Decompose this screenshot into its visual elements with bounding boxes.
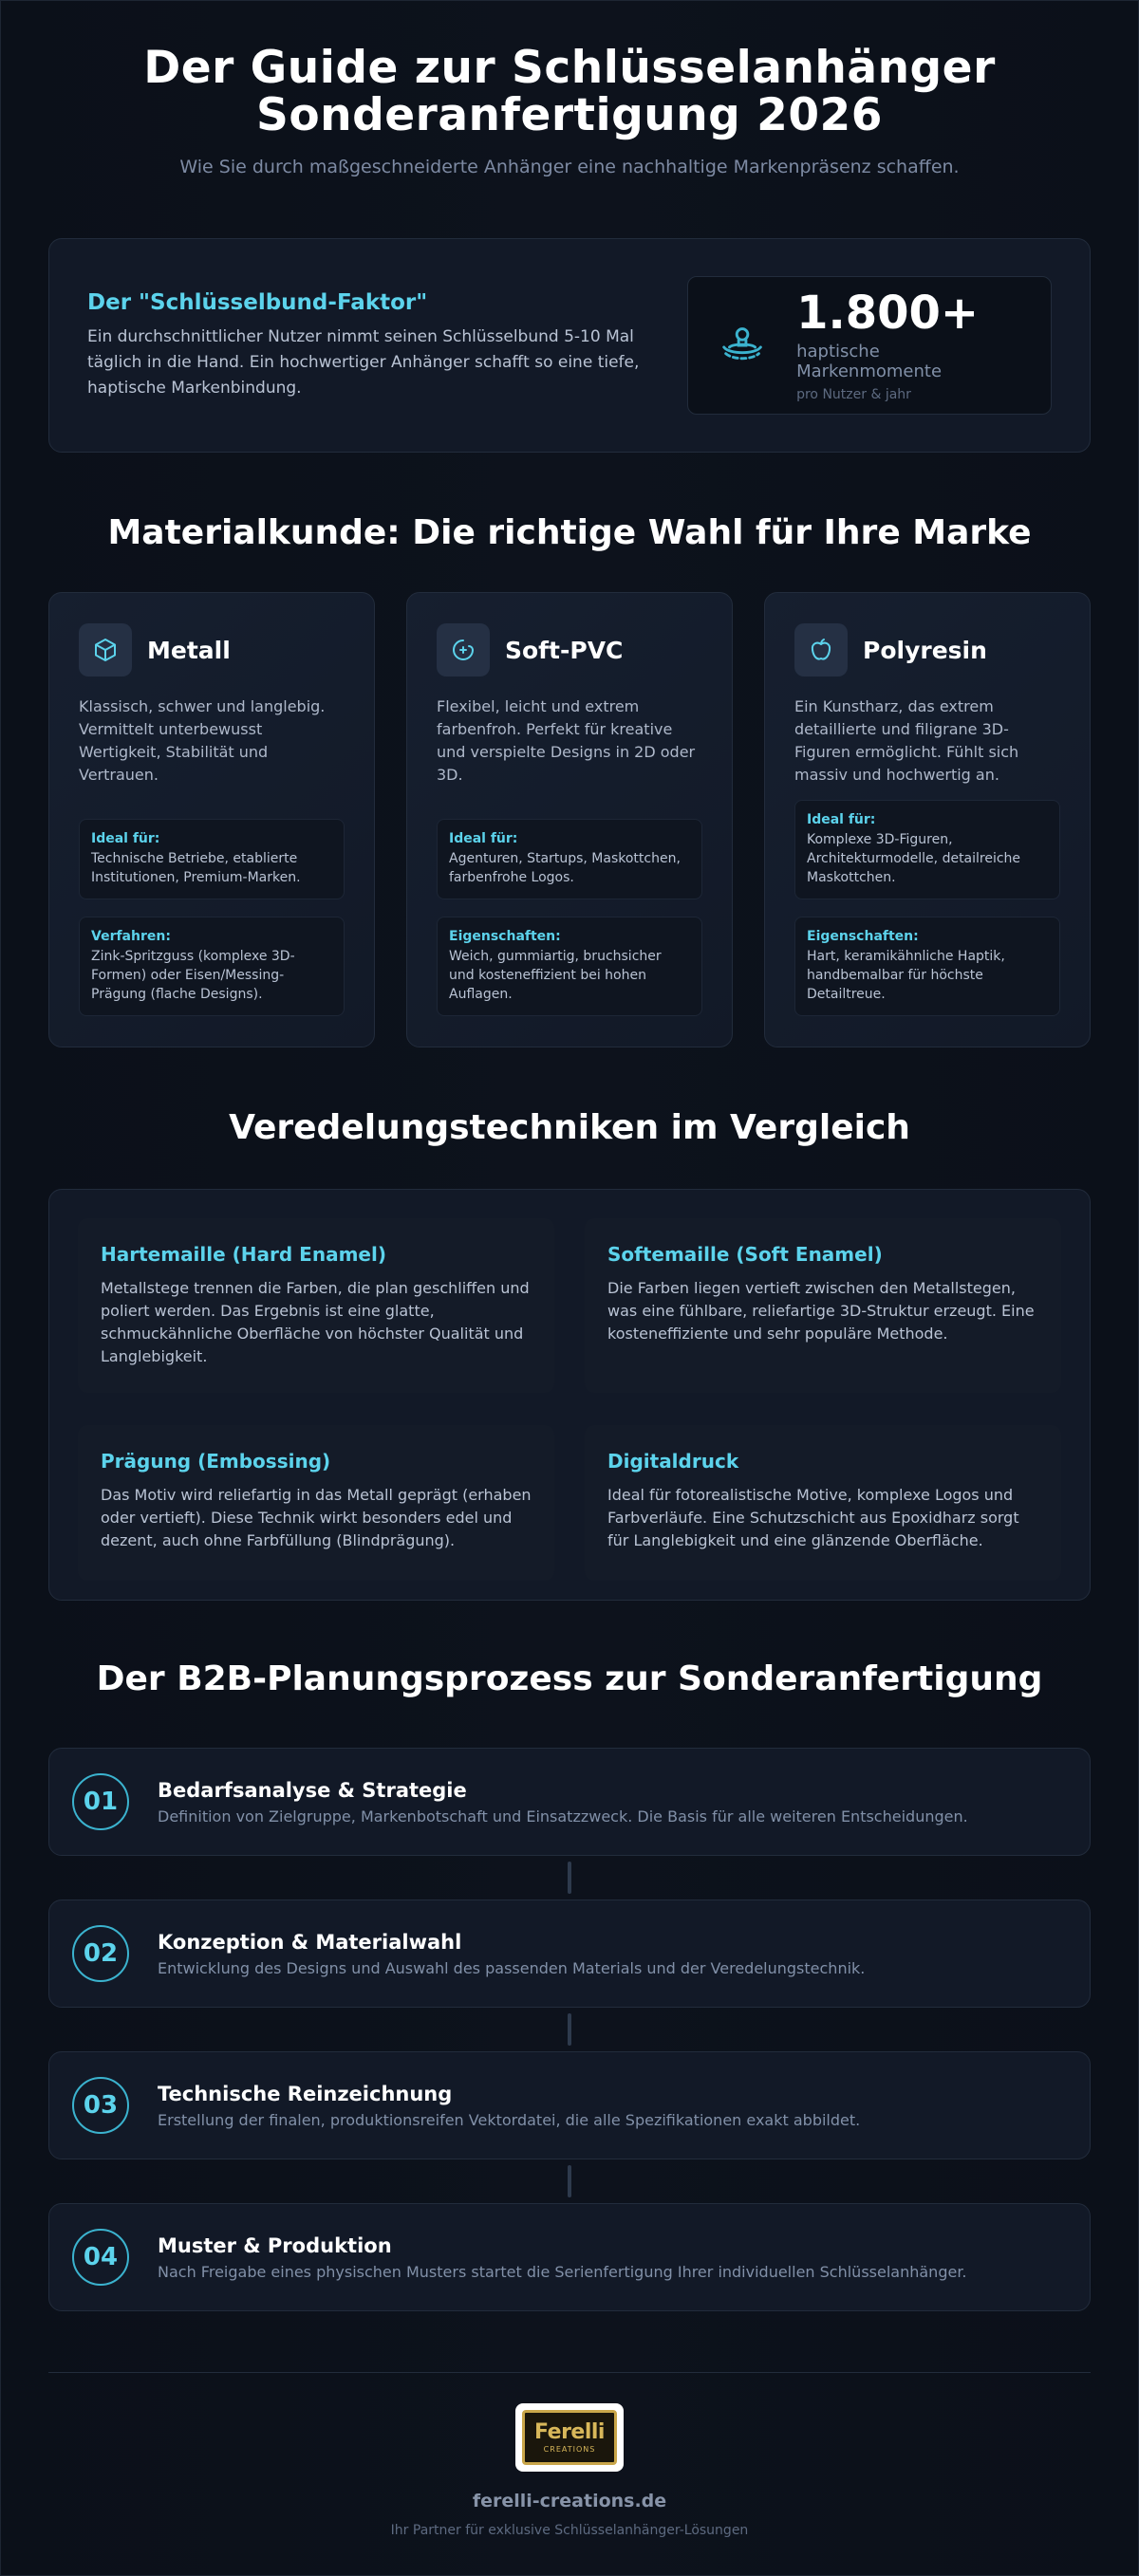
- material-description: Flexibel, leicht und extrem farbenfroh. Perfekt für kreative und verspielte Designs in 2D oder 3D.: [437, 697, 696, 784]
- page-subtitle: Wie Sie durch maßgeschneiderte Anhänger eine nachhaltige Markenpräsenz schaffen.: [179, 157, 960, 177]
- technique-digital-print: [585, 1425, 1061, 1581]
- material-info: [794, 800, 1060, 1016]
- info-label: Ideal für:: [807, 812, 876, 827]
- logo-badge: [522, 2410, 617, 2465]
- info-label: Ideal für:: [449, 831, 518, 846]
- step-number: 03: [72, 2077, 129, 2134]
- technique-name: Digitaldruck: [607, 1450, 739, 1473]
- step-connector: [568, 2013, 571, 2046]
- technique-description: Metallstege trennen die Farben, die plan geschliffen und poliert werden. Das Ergebnis ist eine glatte, schmuckähnliche Oberfläche von höchster Qualität und Langlebigkeit.: [101, 1279, 530, 1365]
- step-content: [158, 1931, 865, 1977]
- factor-title: Der "Schlüsselbund-Faktor": [87, 289, 428, 315]
- keychain-factor-card: [48, 238, 1091, 453]
- material-header: [79, 623, 345, 676]
- factor-text-block: [87, 290, 666, 401]
- technique-description: Die Farben liegen vertieft zwischen den Metallstegen, was eine fühlbare, reliefartige 3D-Struktur erzeugt. Eine kosteneffiziente und sehr populäre Methode.: [607, 1279, 1035, 1343]
- material-header: [437, 623, 702, 676]
- stat-box: [687, 276, 1052, 415]
- step-content: [158, 2083, 860, 2129]
- materials-grid: [48, 592, 1091, 1047]
- step-title: Muster & Produktion: [158, 2233, 392, 2257]
- page-title-line2: Sonderanfertigung 2026: [256, 89, 883, 141]
- process-step: [48, 2051, 1091, 2159]
- step-description: Entwicklung des Designs und Auswahl des passenden Materials und der Veredelungstechnik.: [158, 1958, 866, 1977]
- techniques-card: [48, 1189, 1091, 1601]
- step-title: Technische Reinzeichnung: [158, 2082, 453, 2105]
- footer: [48, 2372, 1091, 2538]
- technique-name: Hartemaille (Hard Enamel): [101, 1243, 386, 1266]
- palette-icon: [437, 623, 490, 676]
- step-number: 01: [72, 1773, 129, 1830]
- brand-logo: [515, 2403, 624, 2472]
- materials-section-title: Materialkunde: Die richtige Wahl für Ihre Marke: [107, 513, 1032, 552]
- footer-domain: ferelli-creations.de: [472, 2491, 667, 2511]
- step-content: [158, 2234, 967, 2281]
- info-box: [437, 917, 702, 1016]
- technique-hard-enamel: [78, 1218, 554, 1393]
- step-title: Konzeption & Materialwahl: [158, 1930, 462, 1954]
- step-number: 02: [72, 1925, 129, 1982]
- info-box: [79, 819, 345, 899]
- info-text: Technische Betriebe, etablierte Institutionen, Premium-Marken.: [91, 851, 301, 885]
- process-section-title: Der B2B-Planungsprozess zur Sonderanfertigung: [96, 1659, 1043, 1698]
- material-description: Ein Kunstharz, das extrem detaillierte und filigrane 3D-Figuren ermöglicht. Fühlt sich massiv und hochwertig an.: [794, 697, 1019, 784]
- footer-tagline: Ihr Partner für exklusive Schlüsselanhänger-Lösungen: [390, 2523, 749, 2538]
- material-header: [794, 623, 1060, 676]
- technique-description: Das Motiv wird reliefartig in das Metall geprägt (erhaben oder vertieft). Diese Technik wirkt besonders edel und dezent, auch ohne Farbfüllung (Blindprägung).: [101, 1486, 532, 1549]
- logo-subline: CREATIONS: [543, 2444, 596, 2454]
- step-connector: [568, 2165, 571, 2197]
- info-text: Hart, keramikähnliche Haptik, handbemalbar für höchste Detailtreue.: [807, 949, 1005, 1002]
- info-text: Zink-Spritzguss (komplexe 3D-Formen) oder Eisen/Messing-Prägung (flache Designs).: [91, 949, 295, 1002]
- technique-description: Ideal für fotorealistische Motive, komplexe Logos und Farbverläufe. Eine Schutzschicht aus Epoxidharz sorgt für Langlebigkeit und eine glänzende Oberfläche.: [607, 1486, 1019, 1549]
- step-connector: [568, 1862, 571, 1894]
- stat-value: 1.800+: [796, 287, 980, 340]
- step-description: Nach Freigabe eines physischen Musters startet die Serienfertigung Ihrer individuellen Schlüsselanhänger.: [158, 2262, 967, 2281]
- apple-icon: [794, 623, 848, 676]
- hand-holding-icon: [717, 319, 768, 372]
- step-content: [158, 1779, 968, 1825]
- material-info: [437, 819, 702, 1016]
- material-name: Polyresin: [863, 636, 987, 664]
- technique-soft-enamel: [585, 1218, 1061, 1393]
- material-card-soft-pvc: [406, 592, 733, 1047]
- stat-label: haptische Markenmomente: [796, 342, 943, 381]
- stat-note: pro Nutzer & jahr: [796, 387, 911, 402]
- material-card-polyresin: [764, 592, 1091, 1047]
- info-text: Weich, gummiartig, bruchsicher und kosteneffizient bei hohen Auflagen.: [449, 949, 662, 1002]
- process-steps: [48, 1748, 1091, 2311]
- material-name: Metall: [147, 636, 231, 664]
- stat-text: [796, 288, 1022, 402]
- techniques-section-title: Veredelungstechniken im Vergleich: [229, 1108, 910, 1147]
- info-box: [794, 917, 1060, 1016]
- step-number: 04: [72, 2229, 129, 2286]
- process-step: [48, 2203, 1091, 2311]
- logo-wordmark: Ferelli: [534, 2419, 605, 2444]
- material-info: [79, 819, 345, 1016]
- material-name: Soft-PVC: [505, 636, 624, 664]
- step-description: Definition von Zielgruppe, Markenbotschaft und Einsatzzweck. Die Basis für alle weiteren Entscheidungen.: [158, 1807, 968, 1825]
- step-description: Erstellung der finalen, produktionsreifen Vektordatei, die alle Spezifikationen exakt abbildet.: [158, 2110, 861, 2129]
- info-label: Eigenschaften:: [449, 929, 561, 944]
- process-step: [48, 1748, 1091, 1856]
- technique-embossing: [78, 1425, 554, 1581]
- factor-description: Ein durchschnittlicher Nutzer nimmt seinen Schlüsselbund 5-10 Mal täglich in die Hand. Ein hochwertiger Anhänger schafft so eine tiefe, haptische Markenbindung.: [87, 326, 640, 398]
- info-text: Komplexe 3D-Figuren, Architekturmodelle, detailreiche Maskottchen.: [807, 832, 1021, 885]
- step-title: Bedarfsanalyse & Strategie: [158, 1778, 467, 1802]
- material-card-metall: [48, 592, 375, 1047]
- info-box: [437, 819, 702, 899]
- technique-name: Prägung (Embossing): [101, 1450, 331, 1473]
- info-box: [794, 800, 1060, 899]
- info-box: [79, 917, 345, 1016]
- page-title: [48, 1, 1091, 139]
- info-label: Verfahren:: [91, 929, 171, 944]
- info-label: Eigenschaften:: [807, 929, 919, 944]
- material-description: Klassisch, schwer und langlebig. Vermittelt unterbewusst Wertigkeit, Stabilität und Vertrauen.: [79, 697, 326, 784]
- page-title-line1: Der Guide zur Schlüsselanhänger: [143, 42, 996, 94]
- info-label: Ideal für:: [91, 831, 160, 846]
- technique-name: Softemaille (Soft Enamel): [607, 1243, 883, 1266]
- info-text: Agenturen, Startups, Maskottchen, farbenfrohe Logos.: [449, 851, 681, 885]
- process-step: [48, 1900, 1091, 2008]
- cube-icon: [79, 623, 132, 676]
